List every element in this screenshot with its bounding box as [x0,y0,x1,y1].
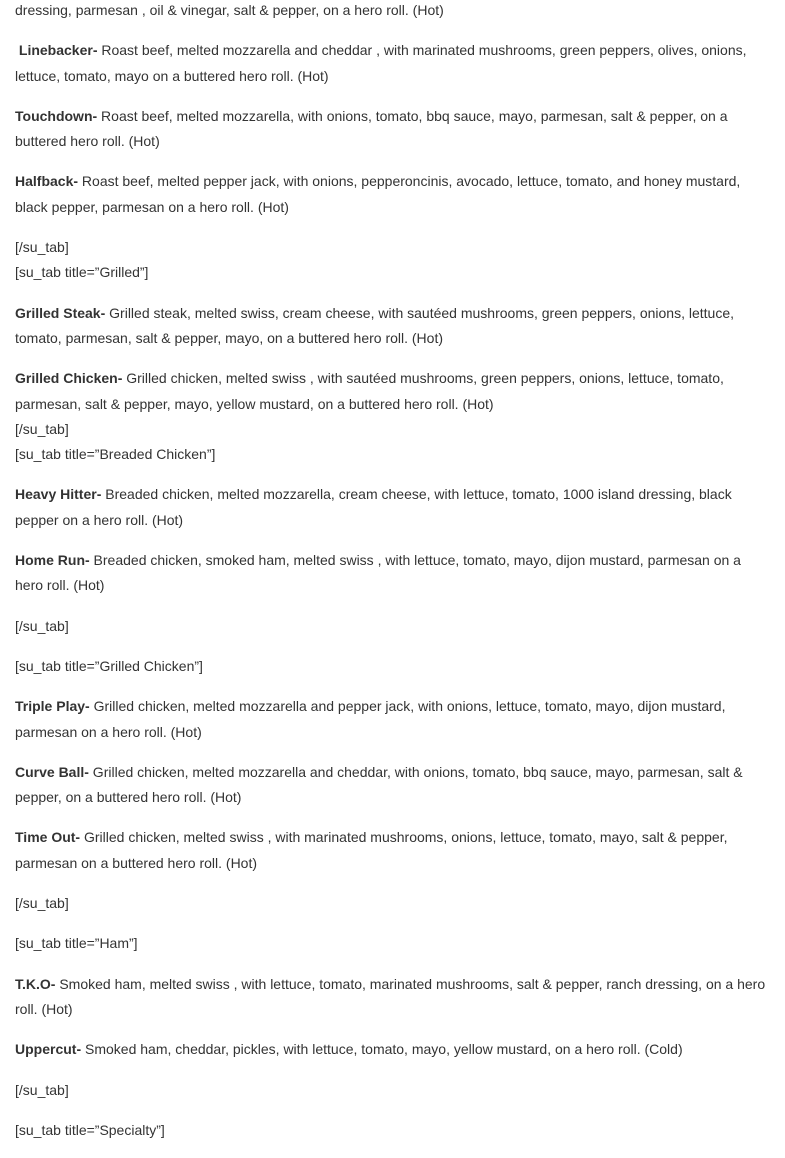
item-name: Touchdown- [15,107,98,124]
tab-shortcode-group [15,235,770,286]
tab-start-shortcode: [su_tab title=”Breaded Chicken”] [15,446,216,463]
item-description: Grilled chicken, melted mozzarella and cheddar, with onions, tomato, bbq sauce, mayo, parmesan, salt & pepper, on a buttered hero roll. (Hot) [15,763,743,806]
tab-end-shortcode: [/su_tab] [15,1081,69,1098]
item-description: Roast beef, melted pepper jack, with onions, pepperoncinis, avocado, lettuce, tomato, and honey mustard, black pepper, parmesan on a hero roll. (Hot) [15,173,741,215]
menu-item [15,1037,770,1062]
tab-shortcode [15,891,770,916]
menu-item [15,0,770,23]
item-description: Grilled chicken, melted mozzarella and pepper jack, with onions, lettuce, tomato, mayo, dijon mustard, parmesan on a hero roll. (Hot) [15,698,726,740]
tab-shortcode [15,931,770,956]
menu-item [15,760,770,811]
menu-item [15,104,770,155]
tab-end-shortcode: [/su_tab] [15,617,69,634]
tab-shortcode-group [15,417,770,468]
tab-start-shortcode: [su_tab title=”Ham”] [15,935,138,952]
tab-shortcode [15,1118,770,1143]
menu-document [15,0,770,1158]
menu-item [15,366,770,417]
item-description: Grilled chicken, melted swiss , with sautéed mushrooms, green peppers, onions, lettuce, tomato, parmesan, salt & pepper, mayo, yellow mustard, on a buttered hero roll. (Hot) [15,370,724,412]
item-description: Breaded chicken, smoked ham, melted swiss , with lettuce, tomato, mayo, dijon mustard, parmesan on a hero roll. (Hot) [15,552,741,594]
menu-item [15,548,770,599]
item-description: Smoked ham, cheddar, pickles, with lettuce, tomato, mayo, yellow mustard, on a hero roll. (Cold) [81,1041,683,1058]
item-description: dressing, parmesan , oil & vinegar, salt & pepper, on a hero roll. (Hot) [15,2,444,18]
item-description: Roast beef, melted mozzarella and cheddar , with marinated mushrooms, green peppers, olives, onions, lettuce, tomato, mayo on a buttered hero roll. (Hot) [15,42,747,84]
menu-item [15,972,770,1023]
tab-start-shortcode: [su_tab title=”Grilled”] [15,264,149,281]
menu-item [15,482,770,533]
menu-item [15,694,770,745]
item-name: Grilled Chicken- [15,370,123,387]
item-name: T.K.O- [15,975,56,992]
item-name: Home Run- [15,552,90,569]
menu-item [15,169,770,220]
item-description: Grilled steak, melted swiss, cream cheese, with sautéed mushrooms, green peppers, onions, lettuce, tomato, parmesan, salt & pepper, mayo, on a buttered hero roll. (Hot) [15,304,735,346]
item-name: Linebacker- [15,42,98,59]
tab-shortcode [15,654,770,679]
item-name: Heavy Hitter- [15,486,102,503]
item-name: Halfback- [15,173,79,190]
item-name: Time Out- [15,829,81,846]
tab-end-shortcode: [/su_tab] [15,895,69,912]
item-name: Curve Ball- [15,763,89,780]
item-name: Triple Play- [15,698,90,715]
menu-item [15,38,770,89]
tab-start-shortcode: [su_tab title=”Grilled Chicken”] [15,657,203,674]
item-description: Roast beef, melted mozzarella, with onions, tomato, bbq sauce, mayo, parmesan, salt & pepper, on a buttered hero roll. (Hot) [15,107,728,150]
tab-shortcode [15,614,770,639]
item-description: Smoked ham, melted swiss , with lettuce, tomato, marinated mushrooms, salt & pepper, ranch dressing, on a hero roll. (Hot) [15,975,766,1017]
tab-shortcode [15,1078,770,1103]
item-name: Grilled Steak- [15,304,106,321]
tab-start-shortcode: [su_tab title=”Specialty”] [15,1121,165,1138]
menu-item [15,825,770,876]
item-description: Grilled chicken, melted swiss , with marinated mushrooms, onions, lettuce, tomato, mayo, salt & pepper, parmesan on a buttered hero roll. (Hot) [15,829,728,871]
item-name: Uppercut- [15,1041,82,1058]
menu-item [15,301,770,352]
tab-end-shortcode: [/su_tab] [15,420,69,437]
item-description: Breaded chicken, melted mozzarella, cream cheese, with lettuce, tomato, 1000 island dressing, black pepper on a hero roll. (Hot) [15,486,732,528]
tab-end-shortcode: [/su_tab] [15,239,69,256]
